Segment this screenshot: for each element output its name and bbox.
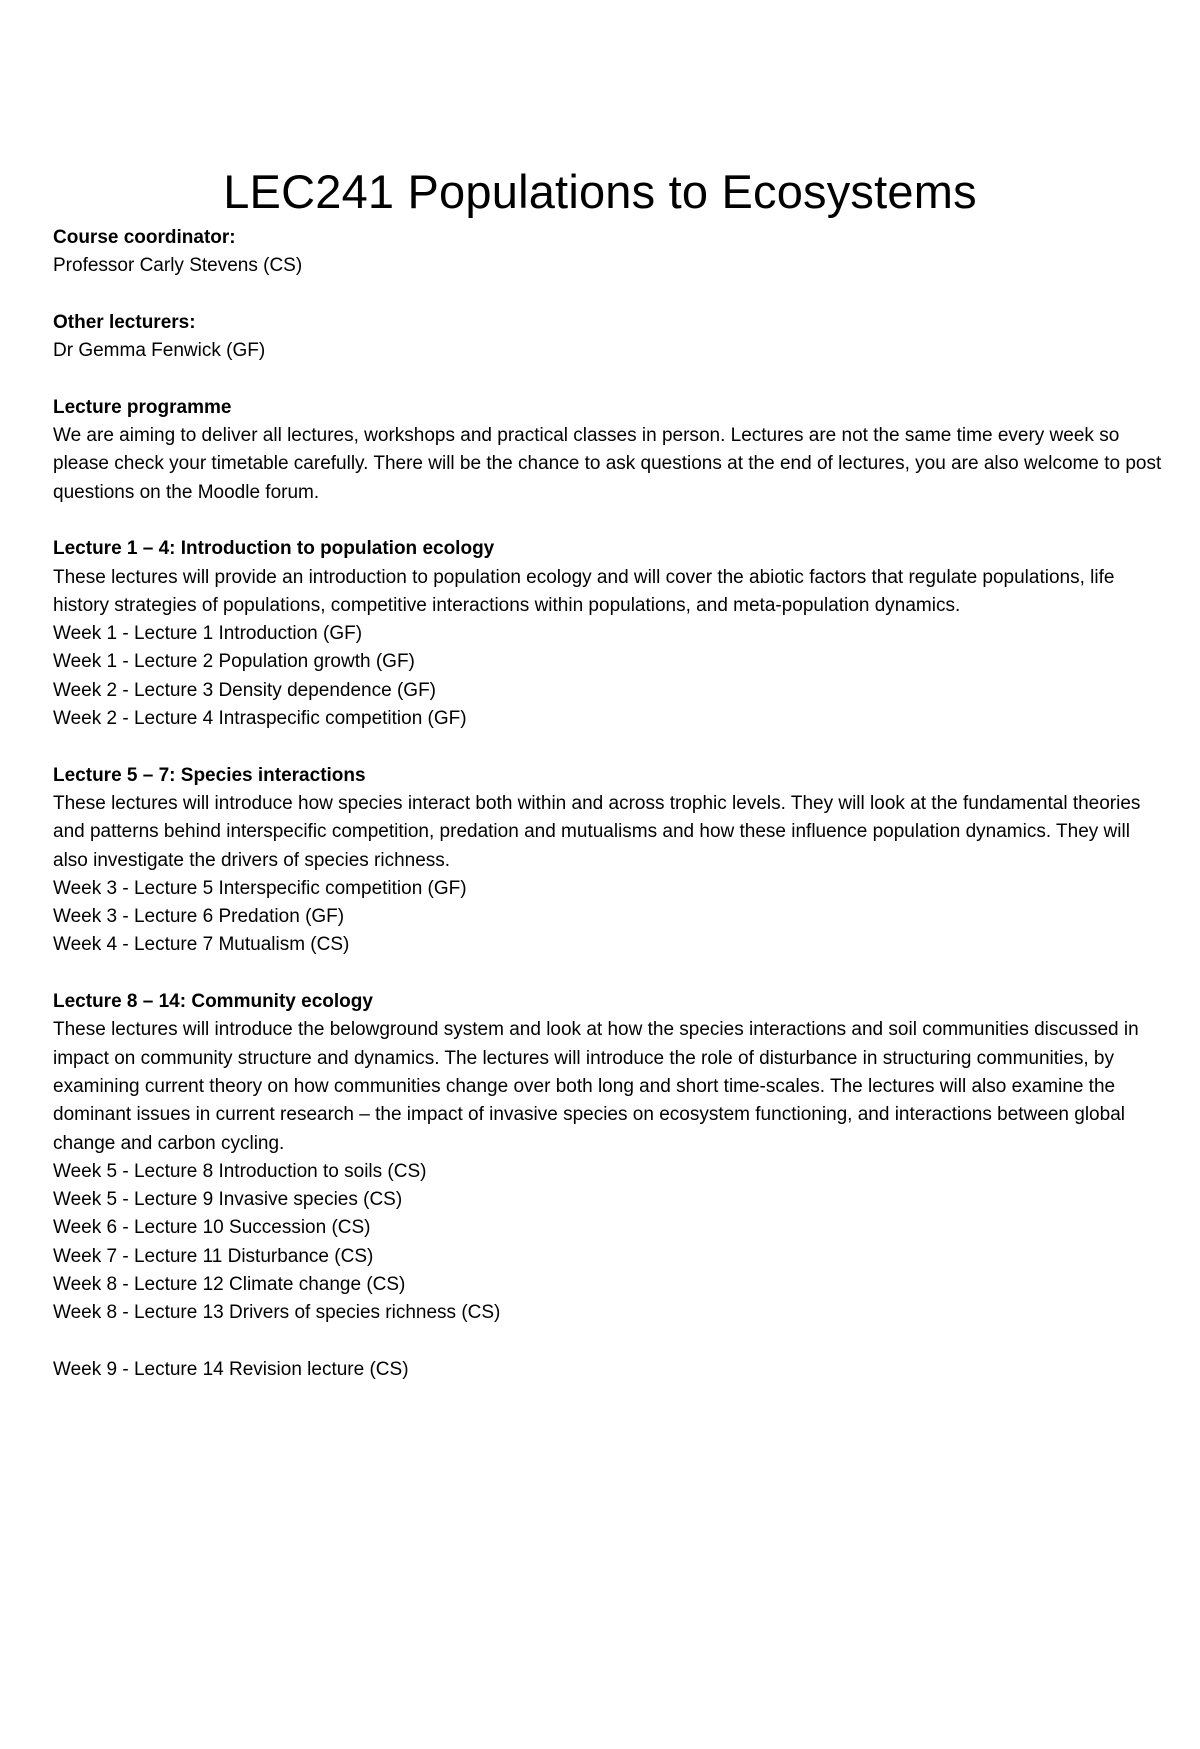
week-item: Week 6 - Lecture 10 Succession (CS) [53, 1217, 371, 1239]
lecture-programme-heading: Lecture programme [53, 396, 232, 418]
section-description: These lectures will introduce how species interact both within and across trophic levels. They will look at the fundamental theories and patterns behind interspecific competition, predation and mutualisms and how these influence population dynamics. They will also investigate the drivers of species richness. [53, 792, 1141, 871]
coordinator-heading: Course coordinator: [53, 227, 236, 248]
revision-lecture: Week 9 - Lecture 14 Revision lecture (CS) [53, 1358, 409, 1380]
week-item: Week 1 - Lecture 2 Population growth (GF) [53, 651, 415, 673]
week-item: Week 3 - Lecture 6 Predation (GF) [53, 906, 345, 928]
week-item: Week 2 - Lecture 3 Density dependence (GF) [53, 679, 437, 701]
week-item: Week 2 - Lecture 4 Intraspecific competition (GF) [53, 708, 467, 730]
document-body [53, 224, 1163, 1384]
section-heading: Lecture 8 – 14: Community ecology [53, 991, 373, 1013]
week-item: Week 3 - Lecture 5 Interspecific competition (GF) [53, 877, 467, 899]
other-lecturers-heading: Other lecturers: [53, 311, 196, 333]
other-lecturers-name: Dr Gemma Fenwick (GF) [53, 340, 266, 362]
spacer [53, 281, 1163, 309]
week-item: Week 5 - Lecture 9 Invasive species (CS) [53, 1189, 403, 1211]
week-item: Week 7 - Lecture 11 Disturbance (CS) [53, 1245, 374, 1267]
week-item: Week 8 - Lecture 12 Climate change (CS) [53, 1273, 406, 1295]
spacer [53, 365, 1163, 393]
spacer [53, 733, 1163, 761]
section-description: These lectures will provide an introduction to population ecology and will cover the abiotic factors that regulate populations, life history strategies of populations, competitive interactions within populations, and meta-population dynamics. [53, 566, 1115, 616]
week-item: Week 4 - Lecture 7 Mutualism (CS) [53, 934, 350, 956]
week-item: Week 8 - Lecture 13 Drivers of species richness (CS) [53, 1302, 501, 1324]
document-title: LEC241 Populations to Ecosystems [223, 165, 977, 218]
spacer [53, 960, 1163, 988]
spacer [53, 507, 1163, 535]
section-description: These lectures will introduce the belowground system and look at how the species interactions and soil communities discussed in impact on community structure and dynamics. The lectures will introduce the role of disturbance in structuring communities, by examining current theory on how communities change over both long and short time-scales. The lectures will also examine the dominant issues in current research – the impact of invasive species on ecosystem functioning, and interactions between global change and carbon cycling. [53, 1019, 1139, 1154]
coordinator-name: Professor Carly Stevens (CS) [53, 255, 303, 277]
spacer [53, 1328, 1163, 1356]
section-heading: Lecture 5 – 7: Species interactions [53, 764, 366, 786]
week-item: Week 1 - Lecture 1 Introduction (GF) [53, 623, 363, 645]
lecture-programme-text: We are aiming to deliver all lectures, workshops and practical classes in person. Lectures are not the same time every week so please check your timetable carefully. There will be the chance to ask questions at the end of lectures, you are also welcome to post questions on the Moodle forum. [53, 425, 1162, 503]
section-heading: Lecture 1 – 4: Introduction to population ecology [53, 538, 495, 560]
week-item: Week 5 - Lecture 8 Introduction to soils (CS) [53, 1160, 427, 1182]
